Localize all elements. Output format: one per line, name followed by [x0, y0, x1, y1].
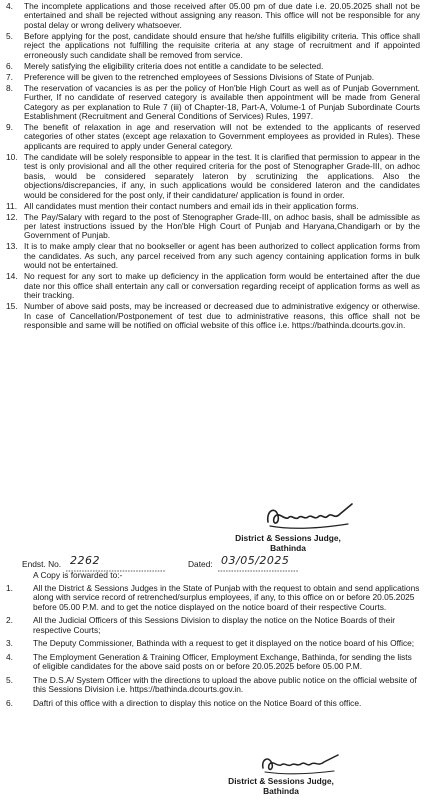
signatory-title: District & Sessions Judge,	[228, 776, 334, 786]
list-item	[6, 699, 420, 708]
item-number: 14.	[6, 271, 18, 282]
list-item	[6, 84, 420, 122]
list-item	[6, 123, 420, 151]
item-text: All the District & Sessions Judges in the State of Punjab with the request to obtain and send applications along with service record of retrenched/surplus employees, if any, to this office on or before 20.05.2025 before 05.00 P.M. and to get the notice displayed on the notice board of their respective Courts.	[33, 583, 420, 612]
endst-label: Endst. No.	[22, 559, 62, 569]
item-number: 11.	[6, 200, 18, 211]
item-text: All the Judicial Officers of this Sessions Division to display the notice on the Notice Boards of their respective Courts;	[33, 615, 396, 635]
item-number: 7.	[6, 71, 13, 82]
list-item	[6, 272, 420, 300]
list-item	[6, 676, 420, 695]
item-text: The Pay/Salary with regard to the post of Stenographer Grade-III, on adhoc basis, shall be admissible as per latest instructions issued by the Hon'ble High Court of Punjab and Haryana,Chandigarh or by the Government of Punjab.	[24, 211, 420, 241]
signature-1-mark	[262, 500, 362, 532]
item-number: 4.	[6, 651, 13, 662]
item-number: 1.	[6, 583, 13, 593]
copy-recipients-list	[6, 584, 420, 712]
list-item	[6, 616, 420, 635]
item-number: 4.	[6, 1, 13, 11]
item-number: 15.	[6, 301, 18, 312]
list-item	[6, 202, 420, 211]
item-text: The incomplete applications and those received after 05.00 pm of due date i.e. 20.05.2025 shall not be entertained and shall be rejected without assigning any reason. This office will not be responsible for any postal delay or wrong delivery whatsoever.	[24, 1, 420, 30]
item-text: Preference will be given to the retrenched employees of Sessions Divisions of State of Punjab.	[24, 71, 375, 82]
signature-2-mark	[258, 752, 346, 776]
dated-underline	[218, 569, 298, 573]
list-item	[6, 242, 420, 270]
list-item	[6, 153, 420, 200]
item-number: 8.	[6, 82, 13, 93]
item-text: No request for any sort to make up deficiency in the application form would be entertained after the due date nor this office shall entertain any call or conversation regarding receipt of application forms as well as their tracking.	[24, 271, 420, 301]
list-item	[6, 2, 420, 30]
item-number: 6.	[6, 697, 13, 708]
item-text: The D.S.A/ System Officer with the directions to upload the above public notice on the official website of this Sessions Division i.e. https://bathinda.dcourts.gov.in.	[33, 674, 417, 695]
list-item	[6, 302, 420, 330]
list-item	[6, 639, 420, 648]
item-number: 9.	[6, 121, 13, 132]
endst-number: 2262	[70, 554, 100, 567]
item-text: Merely satisfying the eligibility criteria does not entitle a candidate to be selected.	[24, 60, 324, 71]
item-number: 12.	[6, 211, 18, 222]
item-text: The candidate will be solely responsible to appear in the test. It is clarified that permission to appear in the test is only provisional and all the other required criteria for the post of Stenographer Grade-III, on adhoc basis, would be considered separately lateron by scrutinizing the applications. Also the objections/discrepancies, if any, in such applications would be considered lateron and the candidates would be considered for the post only, if their candidature/ application is found in order.	[24, 151, 420, 200]
item-text: The reservation of vacancies is as per the policy of Hon'ble High Court as well as of Punjab Government. Further, If no candidate of reserved category is available then appointment will be made from General Category as per explanation to Rule 7 (iii) of Chapter-18, Part-A, Volume-1 of Punjab Subordinate Courts Establishment (Recruitment and General Conditions of Services) Rules, 1997.	[24, 82, 420, 121]
item-number: 6.	[6, 60, 13, 71]
list-item	[6, 213, 420, 241]
item-number: 5.	[6, 674, 13, 685]
item-text: Daftri of this office with a direction to display this notice on the Notice Board of this office.	[33, 697, 362, 708]
signatory-place: Bathinda	[263, 786, 299, 796]
list-item	[6, 653, 420, 672]
copy-forwarded-line: A Copy is forwarded to:-	[33, 570, 123, 580]
dated-value: 03/05/2025	[221, 554, 290, 567]
item-number: 5.	[6, 30, 13, 41]
notice-conditions-list	[6, 2, 420, 332]
item-text: Number of above said posts, may be increased or decreased due to administrative exigency or otherwise. In case of Cancellation/Postponement of test due to administrative reasons, this office shall not be responsible and same will be notified on official website of this office i.e. https://bathinda.dcourts.gov.in.	[24, 301, 420, 330]
signatory-title: District & Sessions Judge,	[235, 533, 341, 543]
list-item	[6, 32, 420, 60]
item-text: The benefit of relaxation in age and reservation will not be extended to the applicants of reserved categories of other states (except age relaxation to Government employees as provided in Rules). These applicants are required to apply under General category.	[24, 121, 420, 151]
item-number: 10.	[6, 151, 18, 162]
list-item	[6, 62, 420, 71]
item-text: It is to make amply clear that no bookseller or agent has been authorized to collect application forms from the candidates. As such, any parcel received from any such agency containing application forms in bulk would not be entertained.	[24, 241, 420, 271]
list-item	[6, 73, 420, 82]
item-text: The Employment Generation & Training Officer, Employment Exchange, Bathinda, for sending the lists of eligible candidates for the above said posts on or before 20.05.2025 before 05.00 P.M.	[33, 651, 412, 672]
signature-block-2	[206, 776, 356, 796]
list-item	[6, 584, 420, 612]
signature-block-1	[213, 533, 363, 553]
item-text: All candidates must mention their contact numbers and email ids in their application forms.	[24, 200, 359, 211]
signatory-place: Bathinda	[270, 543, 306, 553]
dated-label: Dated:	[188, 559, 213, 569]
item-text: Before applying for the post, candidate should ensure that he/she fulfills eligibility criteria. This office shall reject the applications not fulfilling the requisite criteria at any stage of recruitment and if appointed erroneously such candidate shall be removed from service.	[24, 30, 420, 60]
item-text: The Deputy Commissioner, Bathinda with a request to get it displayed on the notice board of his Office;	[33, 638, 415, 649]
item-number: 2.	[6, 615, 13, 626]
item-number: 13.	[6, 241, 18, 252]
item-number: 3.	[6, 638, 13, 649]
